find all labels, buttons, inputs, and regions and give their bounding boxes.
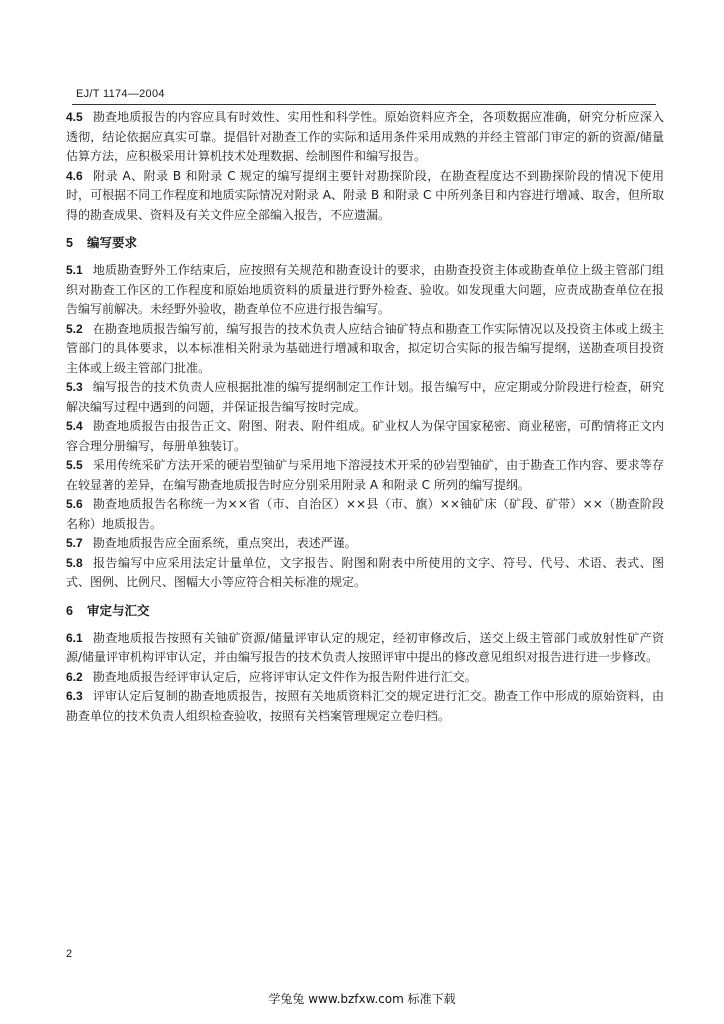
clause-4-6 [66, 167, 664, 226]
clause-text: 勘查地质报告按照有关铀矿资源/储量评审认定的规定，经初审修改后，送交上级主管部门或放射性矿产资源/储量评审机构评审认定，并由编写报告的技术负责人按照评审中提出的修改意见组织对报告进行进一步修改。 [66, 630, 664, 664]
clause-text: 报告编写中应采用法定计量单位，文字报告、附图和附表中所使用的文字、符号、代号、术语、表式、图式、图例、比例尺、图幅大小等应符合相关标准的规定。 [66, 555, 664, 589]
clause-number: 5.2 [66, 321, 83, 336]
clause-number: 5.4 [66, 419, 83, 433]
clause-number: 5.8 [66, 555, 83, 570]
clause-text: 勘查地质报告应全面系统，重点突出，表述严谨。 [92, 536, 357, 550]
clause-6-2 [66, 668, 664, 688]
clause-text: 采用传统采矿方法开采的硬岩型铀矿与采用地下溶浸技术开采的砂岩型铀矿，由于勘查工作内容、要求等存在较显著的差异，在编写勘查地质报告时应分别采用附录 A 和附录 C 所列的编写提纲。 [66, 458, 664, 492]
clause-text: 勘查地质报告由报告正文、附图、附表、附件组成。矿业权人为保守国家秘密、商业秘密，可酌情将正文内容合理分册编写，每册单独装订。 [66, 419, 664, 453]
clause-5-8 [66, 554, 664, 593]
clause-text: 勘查地质报告的内容应具有时效性、实用性和科学性。原始资料应齐全，各项数据应准确，研究分析应深入透彻，结论依据应真实可靠。提倡针对勘查工作的实际和适用条件采用成熟的并经主管部门审定的新的资源/储量估算方法，应积极采用计算机技术处理数据、绘制图件和编写报告。 [66, 110, 664, 163]
clause-number: 4.5 [66, 110, 83, 124]
section-title: 审定与汇交 [86, 602, 150, 618]
clause-number: 5.5 [66, 458, 83, 472]
clause-text: 地质勘查野外工作结束后，应按照有关规范和勘查设计的要求，由勘查投资主体或勘查单位上级主管部门组织对勘查工作区的工作程度和原始地质资料的质量进行野外检查、验收。如发现重大问题，应责成勘查单位在报告编写前解决。未经野外验收，勘查单位不应进行报告编写。 [66, 263, 664, 316]
clause-number: 4.6 [66, 168, 83, 183]
clause-5-7 [66, 534, 664, 554]
section-6-heading [66, 601, 664, 621]
clause-5-5 [66, 456, 664, 495]
clause-number: 5.6 [66, 497, 83, 511]
clause-text: 勘查地质报告经评审认定后，应将评审认定文件作为报告附件进行汇交。 [92, 669, 477, 684]
clause-5-4 [66, 417, 664, 456]
clause-number: 5.1 [66, 263, 83, 277]
page-number: 2 [66, 948, 73, 960]
clause-number: 6.3 [66, 689, 83, 703]
clause-4-5 [66, 108, 664, 167]
clause-text: 编写报告的技术负责人应根据批准的编写提纲制定工作计划。报告编写中，应定期或分阶段进行检查，研究解决编写过程中遇到的问题，并保证报告编写按时完成。 [66, 380, 664, 414]
standard-code: EJ/T 1174—2004 [76, 88, 165, 100]
clause-6-1 [66, 629, 664, 668]
section-5-heading [66, 233, 664, 253]
clause-5-1 [66, 261, 664, 320]
section-title: 编写要求 [86, 235, 137, 250]
clause-5-6 [66, 495, 664, 534]
clause-text: 评审认定后复制的勘查地质报告，按照有关地质资料汇交的规定进行汇交。勘查工作中形成的原始资料，由勘查单位的技术负责人组织检查验收，按照有关档案管理规定立卷归档。 [66, 689, 664, 723]
clause-number: 5.7 [66, 536, 83, 550]
document-body [66, 108, 664, 726]
clause-number: 6.2 [66, 669, 83, 684]
clause-number: 6.1 [66, 630, 83, 645]
clause-text: 附录 A、附录 B 和附录 C 规定的编写提纲主要针对勘探阶段，在勘查程度达不到勘探阶段的情况下使用时，可根据不同工作程度和地质实际情况对附录 A、附录 B 和附录 C 中所列条目和内容进行增减、取舍，但所取得的勘查成果、资料及有关文件应全部编入报告，不应遗漏。 [66, 168, 664, 222]
header-divider [72, 104, 656, 105]
section-number: 5 [66, 236, 73, 250]
clause-5-2 [66, 320, 664, 379]
clause-5-3 [66, 378, 664, 417]
clause-text: 在勘查地质报告编写前，编写报告的技术负责人应结合铀矿特点和勘查工作实际情况以及投资主体或上级主管部门的具体要求，以本标准相关附录为基础进行增减和取舍，拟定切合实际的报告编写提纲，送勘查项目投资主体或上级主管部门批准。 [66, 321, 664, 375]
section-number: 6 [66, 603, 73, 618]
clause-text: 勘查地质报告名称统一为××省（市、自治区）××县（市、旗）××铀矿床（矿段、矿带）××（勘查阶段名称）地质报告。 [66, 497, 664, 531]
footer-watermark: 学兔兔 www.bzfxw.com 标准下载 [268, 992, 456, 1006]
clause-number: 5.3 [66, 380, 83, 394]
clause-6-3 [66, 687, 664, 726]
